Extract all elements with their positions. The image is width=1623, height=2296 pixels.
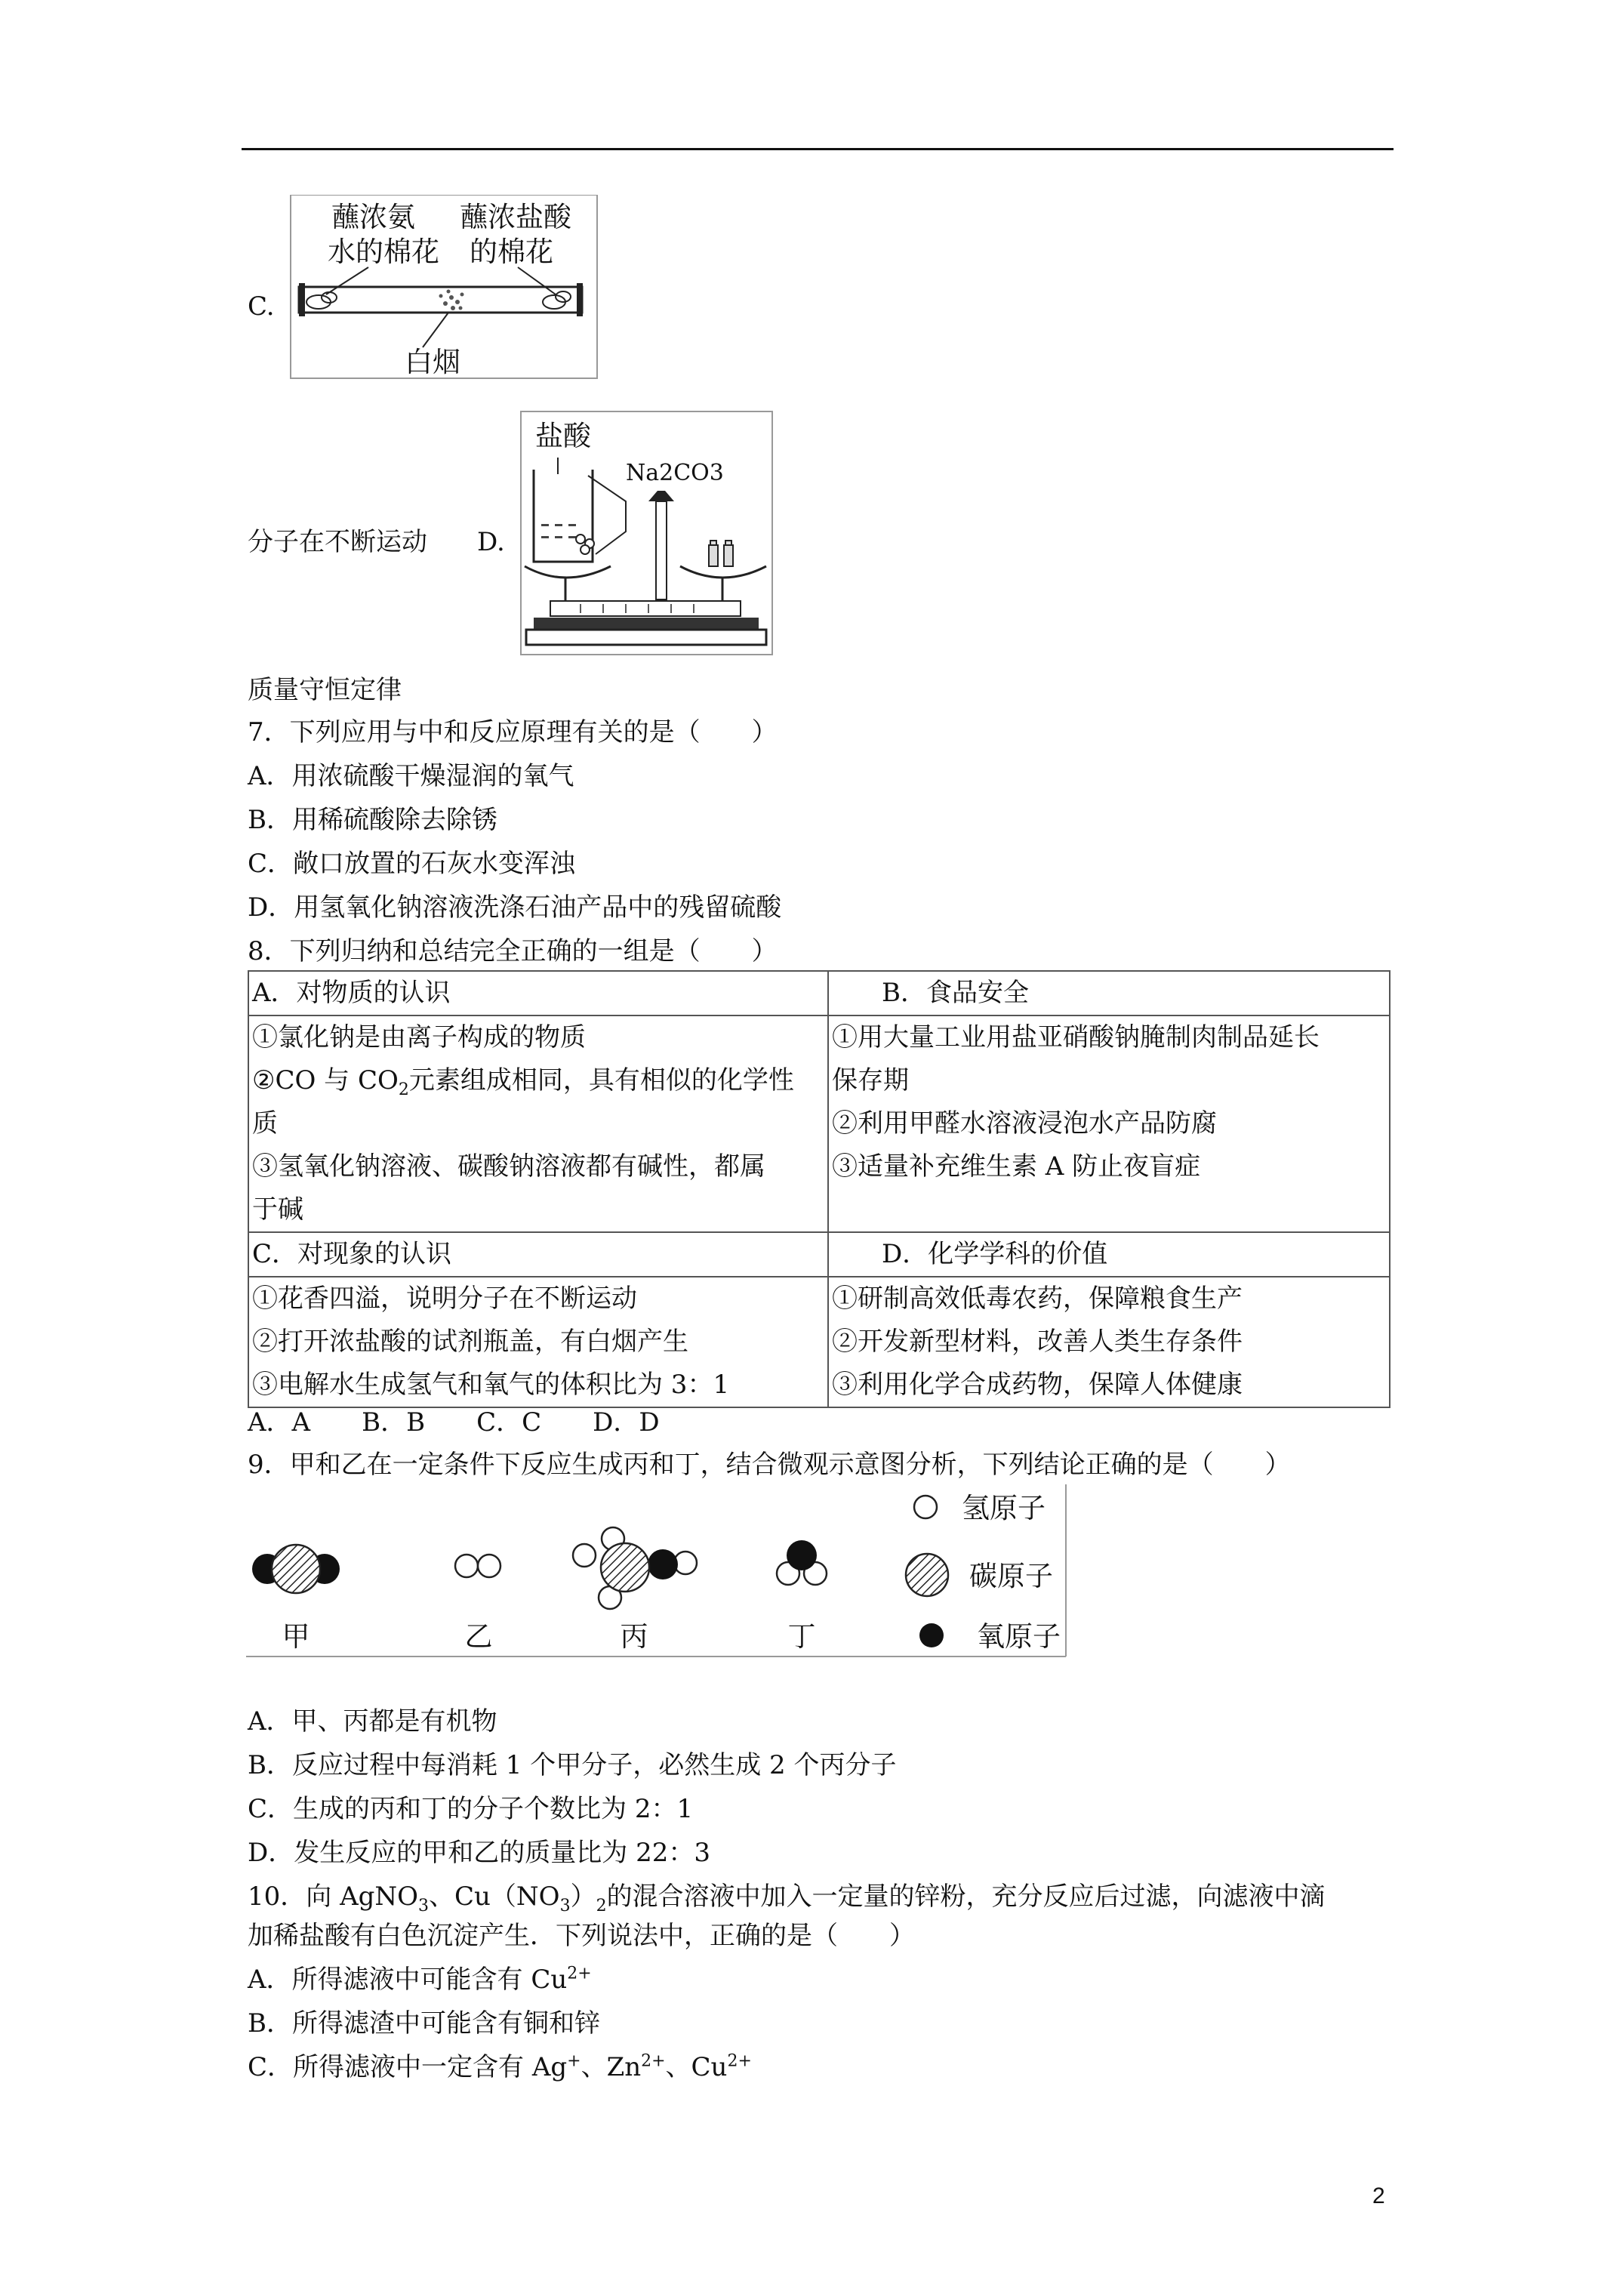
b-item-1: ①用大量工业用盐亚硝酸钠腌制肉制品延长	[832, 1022, 1320, 1052]
q8-table	[248, 970, 1390, 1408]
cell-b-title: B．食品安全	[828, 971, 1390, 1015]
right-pan	[680, 566, 766, 578]
a-item-3: ③氢氧化钠溶液、碳酸钠溶液都有碱性，都属	[252, 1151, 765, 1182]
option-c-letter: C.	[248, 291, 275, 322]
cell-c-body	[248, 1277, 828, 1407]
c-item-2: ②打开浓盐酸的试剂瓶盖，有白烟产生	[252, 1327, 688, 1357]
q10-option-c: C．所得滤液中一定含有 Ag+、$Zn^{2+}$、$Cu^{2+}$	[248, 2051, 752, 2082]
q8-stem: 8．下列归纳和总结完全正确的一组是（ ）	[248, 936, 778, 966]
legend-oxygen-icon	[919, 1623, 944, 1647]
q7-stem: 7．下列应用与中和反应原理有关的是（ ）	[248, 717, 778, 747]
q7-option-d: D．用氢氧化钠溶液洗涤石油产品中的残留硫酸	[248, 892, 782, 923]
carbonate-granules	[576, 535, 594, 554]
b-item-3: ③适量补充维生素 A 防止夜盲症	[832, 1151, 1201, 1182]
right-label-line2: 的棉花	[470, 236, 553, 268]
q9-option-d: D．发生反应的甲和乙的质量比为 22：3	[248, 1838, 710, 1868]
a-item-3-cont: 于碱	[252, 1194, 303, 1225]
legend-hydrogen-icon	[914, 1496, 937, 1518]
b-item-2: ②利用甲醛水溶液浸泡水产品防腐	[832, 1108, 1217, 1139]
cell-d-body	[828, 1277, 1390, 1407]
q8-answers: A．A B．B C．C D．D	[248, 1407, 660, 1438]
glass-tube	[299, 287, 582, 313]
a-item-1: ①氯化钠是由离子构成的物质	[252, 1022, 586, 1052]
option-c-caption: 分子在不断运动	[248, 527, 427, 557]
legend-oxygen: 氧原子	[977, 1620, 1061, 1653]
label-yi: 乙	[464, 1620, 493, 1653]
header-rule	[242, 148, 1394, 150]
left-pan	[525, 566, 611, 578]
molecule-jia	[252, 1545, 340, 1593]
a-item-2: ②CO 与 $CO_2$元素组成相同，具有相似的化学性	[252, 1065, 794, 1099]
molecule-diagram	[246, 1484, 1069, 1658]
d-item-3: ③利用化学合成药物，保障人体健康	[832, 1370, 1243, 1400]
q9-option-b: B．反应过程中每消耗 1 个甲分子，必然生成 2 个丙分子	[248, 1750, 897, 1780]
salt-label: Na2CO3	[626, 460, 724, 486]
smoke-label: 白烟	[405, 346, 460, 378]
page-number: 2	[1372, 2184, 1385, 2208]
c-item-3: ③电解水生成氢气和氧气的体积比为 3：1	[252, 1370, 730, 1400]
left-label-line1: 蘸浓氨	[331, 201, 415, 233]
pillar	[656, 501, 667, 599]
label-jia: 甲	[282, 1620, 310, 1653]
tube-stopper-right	[577, 283, 583, 316]
q7-option-c: C．敞口放置的石灰水变浑浊	[248, 849, 576, 879]
molecule-bing	[573, 1527, 697, 1609]
c-item-1: ①花香四溢，说明分子在不断运动	[252, 1284, 637, 1314]
label-bing: 丙	[620, 1620, 648, 1653]
balance-figure	[520, 411, 774, 656]
label-ding: 丁	[787, 1620, 816, 1653]
molecule-yi	[455, 1555, 500, 1577]
d-item-2: ②开发新型材料，改善人类生存条件	[832, 1327, 1243, 1357]
cell-c-title: C．对现象的认识	[248, 1232, 828, 1277]
q7-option-a: A．用浓硫酸干燥湿润的氧气	[248, 761, 574, 791]
cell-a-title: A．对物质的认识	[248, 971, 828, 1015]
ammonia-hcl-tube-figure	[290, 195, 599, 380]
molecule-ding	[777, 1540, 827, 1585]
liquid-dashes	[541, 524, 576, 538]
option-d-caption: 质量守恒定律	[248, 675, 402, 705]
scale-beam	[550, 601, 741, 616]
right-label-line1: 蘸浓盐酸	[460, 201, 571, 233]
d-item-1: ①研制高效低毒农药，保障粮食生产	[832, 1284, 1243, 1314]
q10-option-a: A．所得滤液中可能含有 $Cu^{2+}$	[248, 1964, 592, 1995]
cell-a-body	[248, 1015, 828, 1232]
q10-option-b: B．所得滤渣中可能含有铜和锌	[248, 2008, 600, 2039]
legend-carbon-icon	[906, 1554, 948, 1596]
legend-hydrogen: 氢原子	[962, 1492, 1046, 1524]
q9-stem: 9．甲和乙在一定条件下反应生成丙和丁，结合微观示意图分析，下列结论正确的是（ ）	[248, 1450, 1291, 1480]
q9-option-a: A．甲、丙都是有机物	[248, 1706, 497, 1737]
legend-carbon: 碳原子	[969, 1560, 1053, 1592]
cell-b-body	[828, 1015, 1390, 1232]
weights	[709, 541, 733, 566]
q10-stem-line2: 加稀盐酸有白色沉淀产生．下列说法中，正确的是（ ）	[248, 1921, 915, 1951]
tube-stopper-left	[299, 283, 305, 316]
left-label-line2: 水的棉花	[328, 236, 439, 268]
scale-base	[534, 618, 759, 630]
option-d-letter: D.	[477, 527, 505, 557]
q10-stem-line1: 10．向 AgNO$_3$、$Cu(NO_3)_2$的混合溶液中加入一定量的锌粉，充分反应后过滤，向滤液中滴	[248, 1881, 1326, 1915]
acid-label: 盐酸	[535, 420, 591, 452]
a-item-2-cont: 质	[252, 1108, 278, 1139]
b-item-1-cont: 保存期	[832, 1065, 909, 1096]
q9-option-c: C．生成的丙和丁的分子个数比为 2：1	[248, 1794, 694, 1824]
q7-option-b: B．用稀硫酸除去除锈	[248, 805, 497, 835]
cell-d-title: D．化学学科的价值	[828, 1232, 1390, 1277]
